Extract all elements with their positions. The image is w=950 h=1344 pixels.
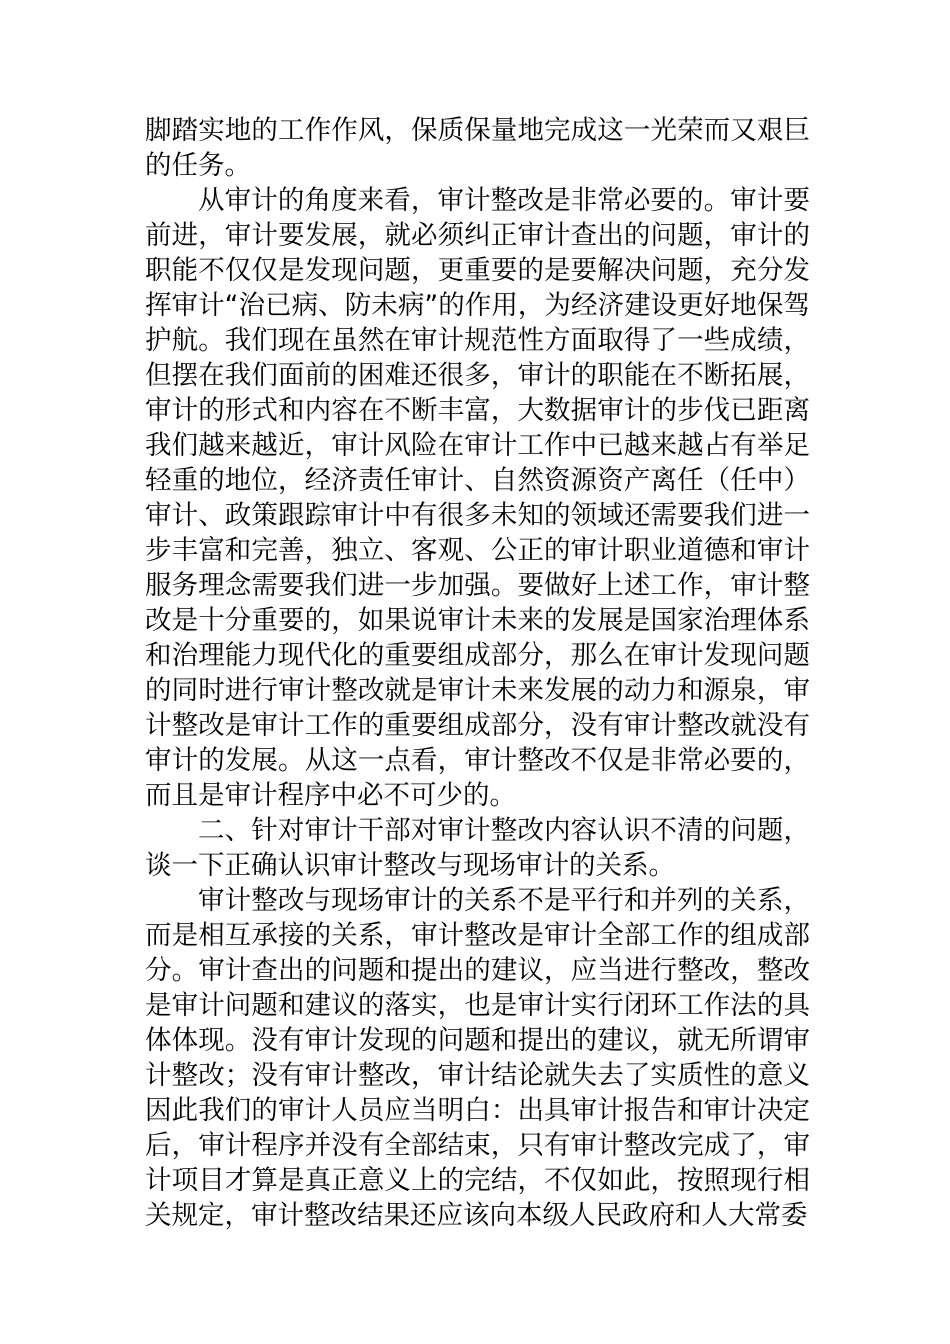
section-heading-two: 二、针对审计干部对审计整改内容认识不清的问题，谈一下正确认识审计整改与现场审计的关系。 xyxy=(145,815,810,881)
document-body xyxy=(145,113,810,1233)
paragraph-continuation: 脚踏实地的工作作风，保质保量地完成这一光荣而又艰巨的任务。 xyxy=(145,115,810,181)
paragraph-audit-necessity: 从审计的角度来看，审计整改是非常必要的。审计要前进，审计要发展，就必须纠正审计查出的问题，审计的职能不仅仅是发现问题，更重要的是要解决问题，充分发挥审计“治已病、防未病”的作用，为经济建设更好地保驾护航。我们现在虽然在审计规范性方面取得了一些成绩，但摆在我们面前的困难还很多，审计的职能在不断拓展，审计的形式和内容在不断丰富，大数据审计的步伐已距离我们越来越近，审计风险在审计工作中已越来越占有举足轻重的地位，经济责任审计、自然资源资产离任（任中）审计、政策跟踪审计中有很多未知的领域还需要我们进一步丰富和完善，独立、客观、公正的审计职业道德和审计服务理念需要我们进一步加强。要做好上述工作，审计整改是十分重要的，如果说审计未来的发展是国家治理体系和治理能力现代化的重要组成部分，那么在审计发现问题的同时进行审计整改就是审计未来发展的动力和源泉，审计整改是审计工作的重要组成部分，没有审计整改就没有审计的发展。从这一点看，审计整改不仅是非常必要的，而且是审计程序中必不可少的。 xyxy=(145,185,810,811)
paragraph-rectification-relationship: 审计整改与现场审计的关系不是平行和并列的关系，而是相互承接的关系，审计整改是审计全部工作的组成部分。审计查出的问题和提出的建议，应当进行整改，整改是审计问题和建议的落实，也是审计实行闭环工作法的具体体现。没有审计发现的问题和提出的建议，就无所谓审计整改；没有审计整改，审计结论就失去了实质性的意义因此我们的审计人员应当明白：出具审计报告和审计决定后，审计程序并没有全部结束，只有审计整改完成了，审计项目才算是真正意义上的完结，不仅如此，按照现行相关规定，审计整改结果还应该向本级人民政府和人大常委 xyxy=(145,885,810,1231)
